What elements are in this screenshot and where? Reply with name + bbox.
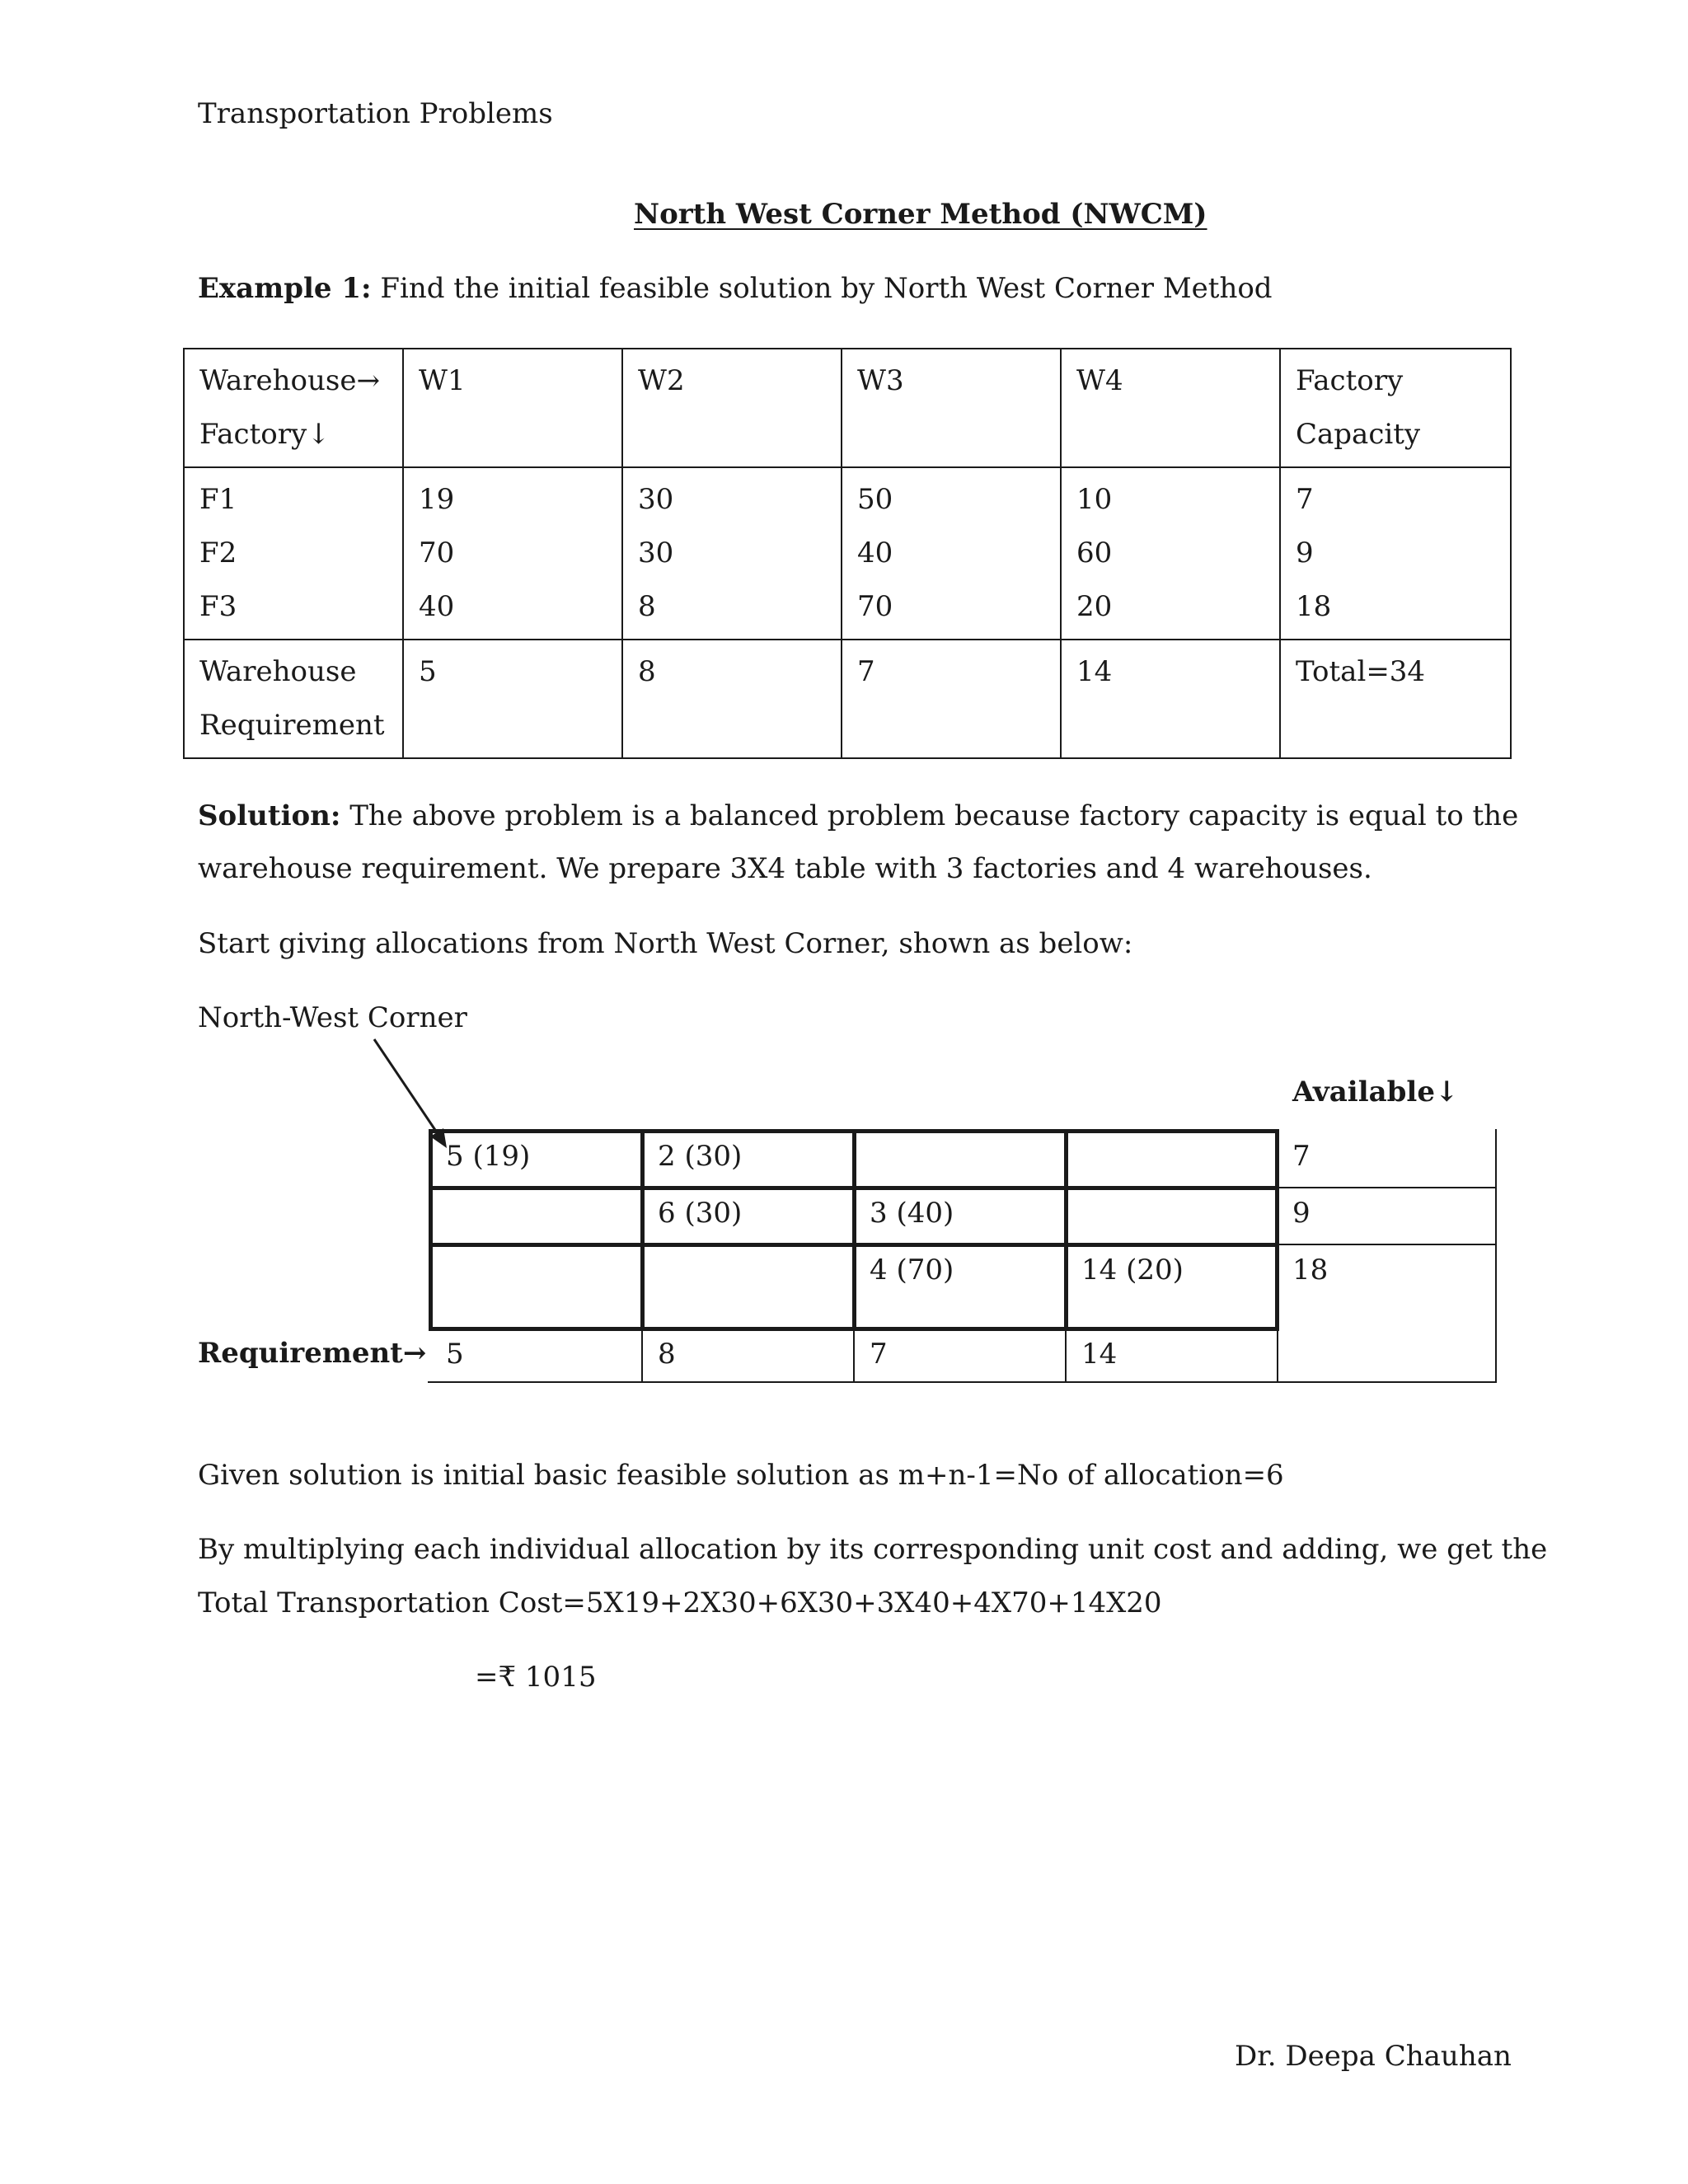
requirement-label-line2: Requirement	[199, 709, 385, 742]
cost-cell: 70	[419, 537, 455, 569]
grid-line	[1065, 1329, 1067, 1383]
grid-line	[428, 1381, 1497, 1383]
allocation-cell	[433, 1190, 459, 1200]
requirement-cell: 14	[1081, 1338, 1118, 1371]
available-cell: 9	[1292, 1197, 1311, 1230]
factory-f3: F3	[199, 590, 237, 623]
page-title: North West Corner Method (NWCM)	[634, 198, 1207, 231]
available-cell: 7	[1292, 1140, 1311, 1173]
capacity-header-line2: Capacity	[1296, 418, 1421, 451]
page-header: Transportation Problems	[198, 97, 553, 130]
total-cost-formula: Total Transportation Cost=5X19+2X30+6X30+3X40+4X70+14X20	[198, 1586, 1162, 1619]
allocation-cell: 3 (40)	[870, 1197, 954, 1230]
requirement-label-line1: Warehouse	[199, 655, 357, 688]
cost-cell: 70	[857, 590, 893, 623]
page-footer-author: Dr. Deepa Chauhan	[1235, 2040, 1512, 2073]
factory-f1: F1	[199, 483, 237, 516]
cost-cell: 8	[638, 590, 656, 623]
factory-f2: F2	[199, 537, 237, 569]
capacity-header-line1: Factory	[1296, 364, 1404, 397]
capacity-cell: 7	[1296, 483, 1314, 516]
requirement-cell: 14	[1061, 640, 1280, 758]
solution-label: Solution:	[198, 799, 341, 832]
grid-line	[1279, 1244, 1497, 1245]
conclusion-line-1: Given solution is initial basic feasible solution as m+n-1=No of allocation=6	[198, 1459, 1284, 1492]
warehouse-header-w4: W4	[1061, 349, 1280, 467]
cost-cell: 30	[638, 537, 674, 569]
allocation-cell: 6 (30)	[658, 1197, 743, 1230]
grid-line	[1064, 1129, 1068, 1331]
requirement-cell: 5	[403, 640, 622, 758]
warehouse-header-w1: W1	[403, 349, 622, 467]
allocation-cell: 5 (19)	[446, 1140, 531, 1173]
capacity-cell: 9	[1296, 537, 1314, 569]
allocation-cell	[1068, 1190, 1095, 1200]
cost-cell: 19	[419, 483, 455, 516]
allocation-cell	[856, 1133, 883, 1143]
total-cost-result: =₹ 1015	[475, 1661, 597, 1694]
allocation-cell: 2 (30)	[658, 1140, 743, 1173]
start-instruction: Start giving allocations from North West Corner, shown as below:	[198, 927, 1133, 960]
cost-cell: 40	[857, 537, 893, 569]
warehouse-header-w3: W3	[842, 349, 1061, 467]
grid-line	[1495, 1129, 1497, 1383]
corner-warehouse-label: Warehouse→	[199, 364, 380, 397]
capacity-cell: 18	[1296, 590, 1332, 623]
available-header: Available↓	[1292, 1076, 1459, 1108]
cost-cell: 60	[1076, 537, 1113, 569]
requirement-row-label: Requirement→	[198, 1337, 427, 1370]
solution-text: The above problem is a balanced problem because factory capacity is equal to the	[340, 799, 1519, 832]
grid-line	[641, 1329, 643, 1383]
requirement-cell: 5	[446, 1338, 464, 1371]
cost-cell: 30	[638, 483, 674, 516]
corner-factory-label: Factory↓	[199, 418, 331, 451]
total-cell: Total=34	[1280, 640, 1511, 758]
allocation-cell: 14 (20)	[1081, 1254, 1184, 1286]
conclusion-line-2: By multiplying each individual allocation by its corresponding unit cost and adding, we get the	[198, 1533, 1548, 1566]
allocation-cell: 4 (70)	[870, 1254, 954, 1286]
allocation-cell	[645, 1247, 671, 1257]
requirement-cell: 8	[658, 1338, 676, 1371]
cost-cell: 40	[419, 590, 455, 623]
available-cell: 18	[1292, 1254, 1329, 1286]
cost-cell: 10	[1076, 483, 1113, 516]
requirement-cell: 8	[622, 640, 842, 758]
requirement-cell: 7	[870, 1338, 888, 1371]
grid-line	[853, 1329, 855, 1383]
allocation-cell	[433, 1247, 459, 1257]
cost-cell: 50	[857, 483, 893, 516]
north-west-corner-label: North-West Corner	[198, 1001, 467, 1034]
allocation-cell	[1068, 1133, 1095, 1143]
example-text: Find the initial feasible solution by North West Corner Method	[371, 272, 1273, 305]
cost-cell: 20	[1076, 590, 1113, 623]
grid-line	[1279, 1187, 1497, 1188]
solution-line-2: warehouse requirement. We prepare 3X4 table with 3 factories and 4 warehouses.	[198, 852, 1372, 885]
requirement-cell: 7	[842, 640, 1061, 758]
example-label: Example 1:	[198, 272, 372, 305]
grid-line	[1277, 1329, 1278, 1383]
warehouse-header-w2: W2	[622, 349, 842, 467]
